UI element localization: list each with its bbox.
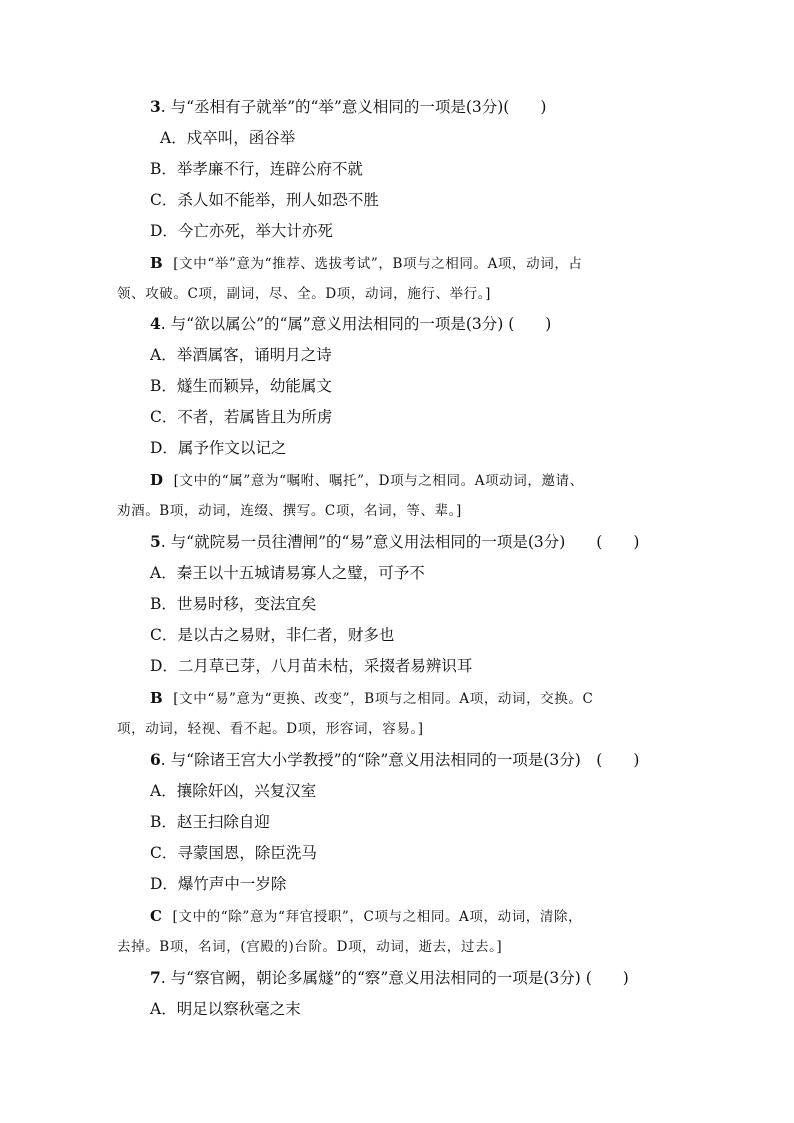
question-5-option-a: A．秦王以十五城请易寡人之璧，可予不 (150, 564, 425, 582)
question-5-option-b: B．世易时移，变法宜矣 (150, 595, 317, 613)
question-3-stem (150, 97, 546, 117)
question-3-option-a: A．戍卒叫，函谷举 (160, 129, 296, 147)
question-4-option-d: D．属予作文以记之 (150, 439, 287, 457)
answer-explanation-line-1: [文中“易”意为“更换、改变”，B项与之相同。A项，动词，交换。C (173, 691, 594, 707)
question-text: . 与“欲以属公”的“属”意义用法相同的一项是(3分) ( ) (160, 315, 552, 333)
question-6-answer-cont: 去掉。B项，名词，(宫殿的)台阶。D项，动词，逝去，过去。] (117, 939, 503, 955)
question-6-option-a: A．攘除奸凶，兴复汉室 (150, 782, 317, 800)
question-5-option-d: D．二月草已芽，八月苗未枯，采掇者易辨识耳 (150, 657, 473, 675)
answer-key: B (150, 254, 164, 272)
question-number: 7 (150, 968, 161, 987)
question-3-answer-cont: 领、攻破。C项，副词，尽、全。D项，动词，施行、举行。] (117, 286, 491, 302)
question-6-option-c: C．寻蒙国恩，除臣洗马 (150, 844, 317, 862)
question-text: . 与“丞相有子就举”的“举”意义相同的一项是(3分)( ) (160, 98, 547, 116)
question-6-stem (150, 750, 639, 770)
question-text: . 与“就院易一员往漕闸”的“易”意义用法相同的一项是(3分) ( ) (160, 533, 640, 551)
question-7-stem (150, 968, 629, 988)
question-5-answer (150, 688, 593, 709)
question-4-option-c: C．不者，若属皆且为所虏 (150, 408, 333, 426)
question-4-answer (150, 470, 584, 491)
question-5-option-c: C．是以古之易财，非仁者，财多也 (150, 626, 395, 644)
question-5-answer-cont: 项，动词，轻视、看不起。D项，形容词，容易。] (117, 721, 424, 737)
question-4-stem (150, 314, 551, 334)
question-6-option-b: B．赵王扫除自迎 (150, 813, 270, 831)
question-5-stem (150, 532, 639, 552)
answer-key: B (150, 689, 164, 707)
question-3-option-b: B．举孝廉不行，连辟公府不就 (150, 160, 363, 178)
question-3-answer (150, 253, 583, 274)
answer-explanation-line-1: [文中“举”意为“推荐、选拔考试”，B项与之相同。A项，动词，占 (173, 256, 583, 272)
question-4-answer-cont: 劝酒。B项，动词，连缀、撰写。C项，名词，等、辈。] (117, 503, 462, 519)
question-text: . 与“察官阙，朝论多属燧”的“察”意义用法相同的一项是(3分) ( ) (160, 969, 629, 987)
question-6-answer (150, 906, 582, 927)
answer-key: D (150, 471, 164, 489)
answer-explanation-line-1: [文中的“属”意为“嘱咐、嘱托”，D项与之相同。A项动词，邀请、 (173, 473, 584, 489)
question-number: 3 (150, 97, 161, 116)
question-4-option-b: B．燧生而颖异，幼能属文 (150, 377, 332, 395)
question-6-option-d: D．爆竹声中一岁除 (150, 875, 287, 893)
question-number: 4 (150, 314, 161, 333)
answer-key: C (150, 907, 163, 925)
question-text: . 与“除诸王宫大小学教授”的“除”意义用法相同的一项是(3分) ( ) (160, 751, 640, 769)
question-3-option-c: C．杀人如不能举，刑人如恐不胜 (150, 191, 379, 209)
question-number: 5 (150, 532, 161, 551)
question-7-option-a: A．明足以察秋毫之末 (150, 1000, 301, 1018)
answer-explanation-line-1: [文中的“除”意为“拜官授职”，C项与之相同。A项，动词，清除， (172, 909, 583, 925)
question-4-option-a: A．举酒属客，诵明月之诗 (150, 346, 332, 364)
question-number: 6 (150, 750, 161, 769)
question-3-option-d: D．今亡亦死，举大计亦死 (150, 222, 333, 240)
